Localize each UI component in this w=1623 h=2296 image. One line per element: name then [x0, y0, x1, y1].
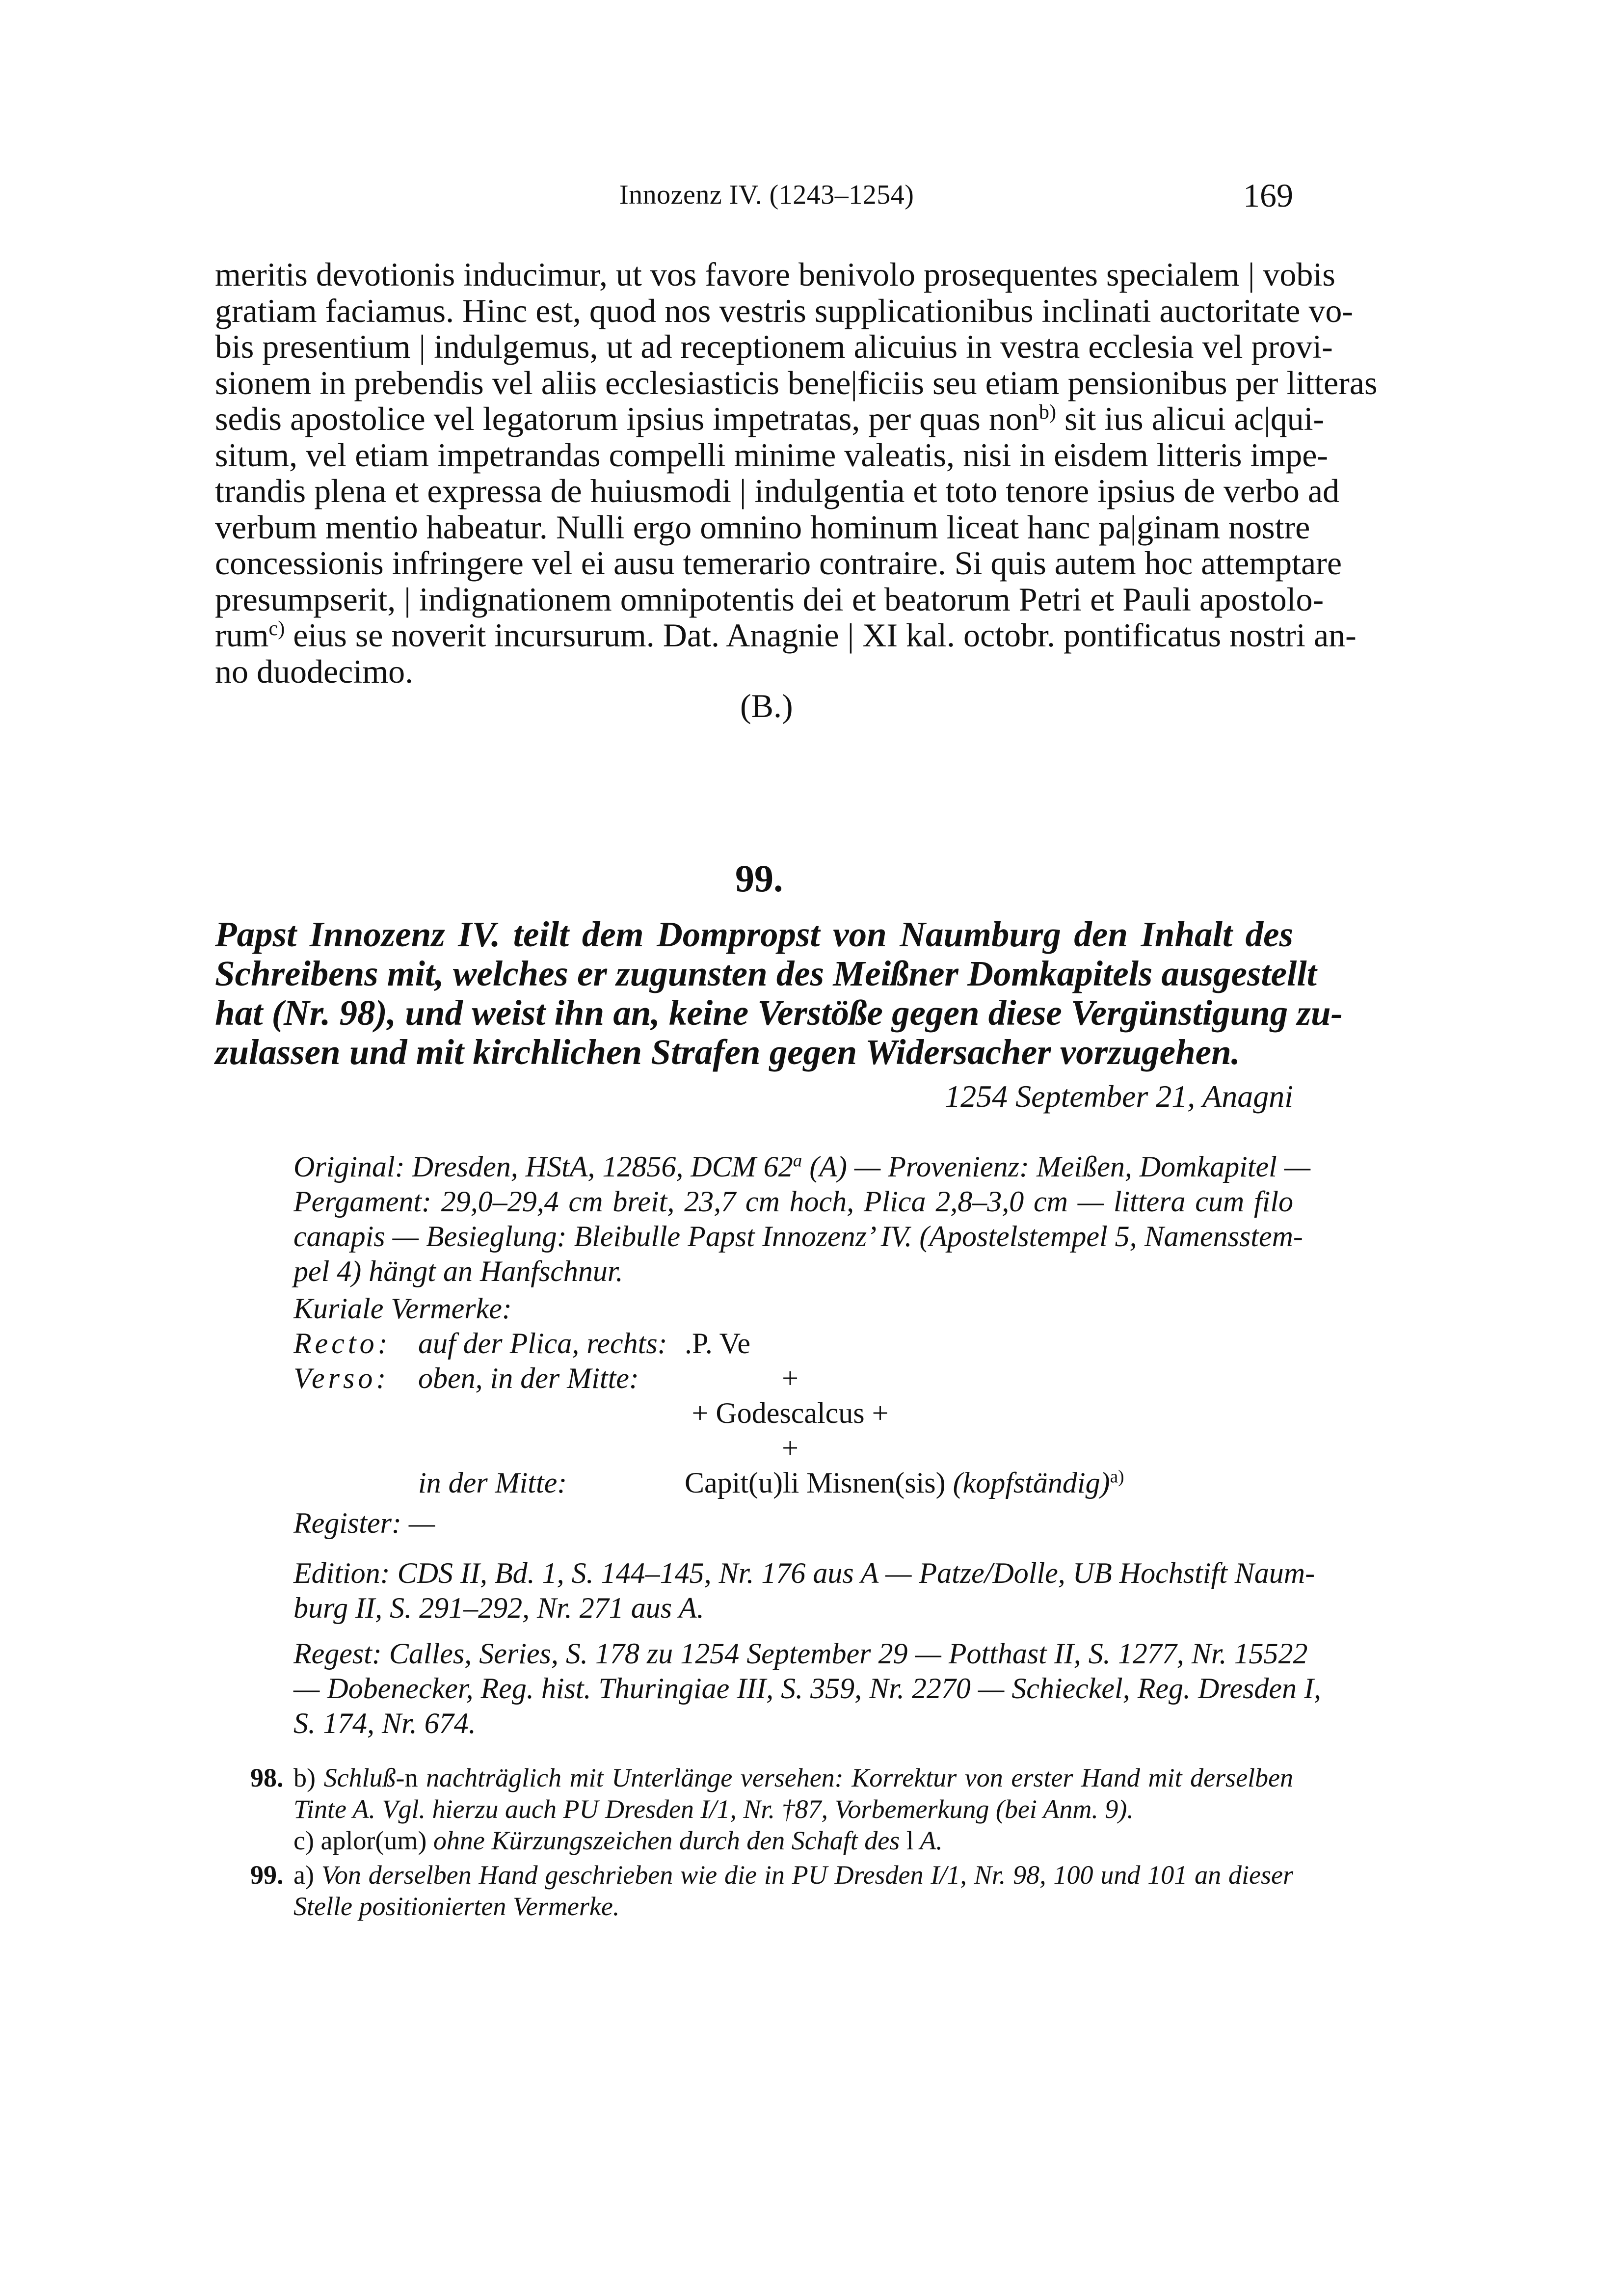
commentary-line: canapis — Besieglung: Bleibulle Papst Innozenz’ IV. (Apostelstempel 5, Namensstem-: [293, 1220, 1303, 1253]
charter-text: [215, 256, 1378, 690]
original-description: [293, 1149, 1311, 1289]
commentary-line: — Dobenecker, Reg. hist. Thuringiae III, S. 359, Nr. 2270 — Schieckel, Reg. Dresden I,: [293, 1672, 1322, 1705]
text-line: bis presentium | indulgemus, ut ad receptionem alicuius in vestra ecclesia vel provi-: [215, 328, 1333, 365]
page-number: 169: [1243, 177, 1293, 214]
register-line: Register: —: [293, 1507, 435, 1539]
footnote-marker: a): [1110, 1467, 1124, 1487]
title-line: Schreibens mit, welches er zugunsten des Meißner Domkapitels ausgestellt: [215, 954, 1317, 993]
recto-label: Recto:: [293, 1327, 391, 1360]
commentary-line: S. 174, Nr. 674.: [293, 1707, 476, 1739]
document-title: [215, 914, 1343, 1072]
middle-value: Capit(u)li Misnen(sis) (kopfständig)$^{a)}$: [685, 1467, 1124, 1499]
recto-value: .P. Ve: [685, 1327, 750, 1360]
footnotes: [215, 1762, 1293, 1922]
verso-cross-top: +: [782, 1362, 798, 1394]
running-head: Innozenz IV. (1243–1254): [619, 180, 914, 210]
text-line: rum$^{c)}$ eius se noverit incursurum. Dat. Anagnie | XI kal. octobr. pontificatus nostri an-: [215, 616, 1357, 654]
middle-note: (kopfständig): [953, 1467, 1110, 1499]
footnote-line: a) Von derselben Hand geschrieben wie die in PU Dresden I/1, Nr. 98, 100 und 101 an dieser: [293, 1860, 1293, 1890]
text-line: situm, vel etiam impetrandas compelli minime valeatis, nisi in eisdem litteris impe-: [215, 436, 1329, 474]
text-line: verbum mentio habeatur. Nulli ergo omnino hominum liceat hanc pa|ginam nostre: [215, 508, 1310, 546]
title-line: Papst Innozenz IV. teilt dem Dompropst von Naumburg den Inhalt des: [215, 914, 1293, 954]
date-place: 1254 September 21, Anagni: [945, 1079, 1293, 1114]
closing-signature: (B.): [740, 687, 793, 724]
title-line: zulassen und mit kirchlichen Strafen gegen Widersacher vorzugehen.: [215, 1032, 1240, 1072]
text-line: no duodecimo.: [215, 652, 414, 690]
text-line: presumpserit, | indignationem omnipotentis dei et beatorum Petri et Pauli apostolo-: [215, 580, 1324, 618]
commentary-line: Edition: CDS II, Bd. 1, S. 144–145, Nr. 176 aus A — Patze/Dolle, UB Hochstift Naum-: [293, 1557, 1315, 1589]
middle-location: in der Mitte:: [418, 1467, 567, 1499]
verso-value: + Godescalcus +: [692, 1397, 889, 1429]
footnote-line: Tinte A. Vgl. hierzu auch PU Dresden I/1, Nr. †87, Vorbemerkung (bei Anm. 9).: [293, 1794, 1134, 1824]
kuriale-vermerke-heading: Kuriale Vermerke:: [293, 1292, 512, 1325]
regest-description: [293, 1636, 1322, 1741]
footnote-line: b) Schluß-n nachträglich mit Unterlänge versehen: Korrektur von erster Hand mit derselben: [293, 1763, 1294, 1792]
document-number: 99.: [735, 857, 783, 900]
text-line: sionem in prebendis vel aliis ecclesiasticis bene|ficiis seu etiam pensionibus per litteras: [215, 364, 1378, 401]
edition-description: [293, 1556, 1315, 1626]
footnote-number: 99.: [250, 1860, 284, 1890]
text-line: gratiam faciamus. Hinc est, quod nos vestris supplicationibus inclinati auctoritate vo-: [215, 292, 1354, 329]
footnote-line: Stelle positionierten Vermerke.: [293, 1892, 620, 1921]
text-line: sedis apostolice vel legatorum ipsius impetratas, per quas non$^{b)}$ sit ius alicui ac|qui-: [215, 400, 1325, 437]
footnote-line: c) aplor(um) ohne Kürzungszeichen durch den Schaft des l A.: [293, 1826, 943, 1855]
commentary-line: Pergament: 29,0–29,4 cm breit, 23,7 cm hoch, Plica 2,8–3,0 cm — littera cum filo: [293, 1185, 1293, 1218]
footnote-99: [215, 1859, 1293, 1922]
recto-location: auf der Plica, rechts:: [418, 1327, 667, 1360]
commentary-line: pel 4) hängt an Hanfschnur.: [293, 1255, 623, 1287]
verso-cross-bottom: +: [782, 1432, 798, 1464]
text-line: concessionis infringere vel ei ausu temerario contraire. Si quis autem hoc attemptare: [215, 544, 1342, 582]
superscript: a: [793, 1150, 802, 1171]
verso-location: oben, in der Mitte:: [418, 1362, 639, 1394]
footnote-number: 98.: [250, 1763, 284, 1792]
footnote-98: [215, 1762, 1293, 1856]
footnote-marker: b): [1038, 400, 1056, 424]
verso-label: Verso:: [293, 1362, 390, 1394]
commentary-line: Original: Dresden, HStA, 12856, DCM 62$^a$ (A) — Provenienz: Meißen, Domkapitel —: [293, 1150, 1311, 1183]
commentary-line: Regest: Calles, Series, S. 178 zu 1254 September 29 — Potthast II, S. 1277, Nr. 15522: [293, 1637, 1308, 1670]
footnote-marker: c): [268, 616, 285, 640]
text-line: trandis plena et expressa de huiusmodi | indulgentia et toto tenore ipsius de verbo ad: [215, 472, 1340, 509]
title-line: hat (Nr. 98), und weist ihn an, keine Verstöße gegen diese Vergünstigung zu-: [215, 993, 1343, 1033]
commentary-line: burg II, S. 291–292, Nr. 271 aus A.: [293, 1592, 704, 1624]
text-line: meritis devotionis inducimur, ut vos favore benivolo prosequentes specialem | vobis: [215, 256, 1335, 293]
